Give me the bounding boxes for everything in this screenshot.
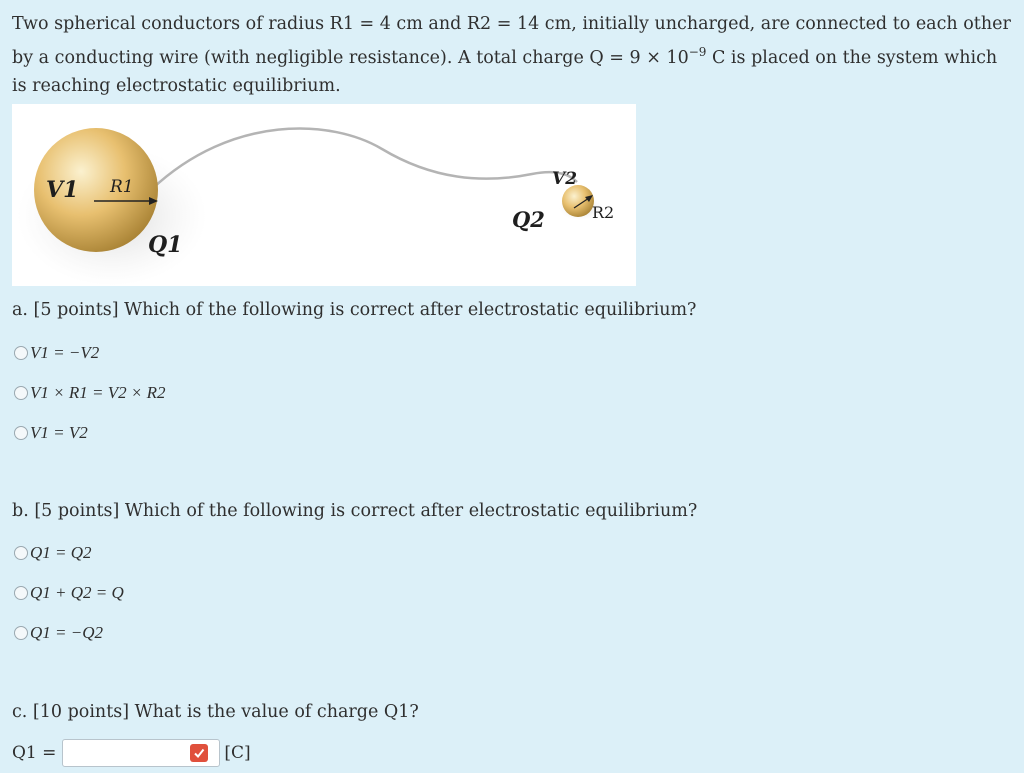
part-c-question: c. [10 points] What is the value of charge Q1? [12, 702, 419, 722]
check-mark-icon [193, 747, 205, 759]
part-b-option-1-text: Q1 = Q2 [30, 543, 92, 562]
part-b-option-3-text: Q1 = −Q2 [30, 623, 103, 642]
label-v1: V1 [46, 177, 79, 203]
problem-statement [12, 10, 1012, 100]
conducting-wire [152, 128, 577, 189]
part-b-option-2[interactable] [14, 581, 124, 605]
conductors-figure [12, 104, 636, 286]
problem-text-part2: C is placed on the system which is reaching electrostatic equilibrium. [12, 47, 998, 96]
label-q2: Q2 [512, 207, 545, 232]
answer-row [12, 737, 251, 769]
part-b-question: b. [5 points] Which of the following is correct after electrostatic equilibrium? [12, 501, 698, 521]
part-b-option-3[interactable] [14, 621, 103, 645]
problem-exponent: −9 [688, 45, 707, 59]
label-r2: R2 [592, 203, 615, 222]
label-r1: R1 [110, 177, 134, 197]
part-a-option-2[interactable] [14, 381, 165, 405]
part-a-question: a. [5 points] Which of the following is correct after electrostatic equilibrium? [12, 300, 697, 320]
part-b-option-1[interactable] [14, 541, 92, 565]
radio-icon[interactable] [14, 346, 28, 360]
part-a-option-3[interactable] [14, 421, 88, 445]
label-q1: Q1 [148, 232, 183, 258]
conductors-diagram [12, 104, 636, 286]
radio-icon[interactable] [14, 626, 28, 640]
part-b-option-2-text: Q1 + Q2 = Q [30, 583, 124, 602]
part-a-option-3-text: V1 = V2 [30, 423, 88, 442]
part-a-option-2-text: V1 × R1 = V2 × R2 [30, 383, 166, 402]
radio-icon[interactable] [14, 386, 28, 400]
check-icon[interactable] [190, 744, 208, 762]
part-a-option-1[interactable] [14, 341, 99, 365]
label-v2: V2 [552, 169, 578, 189]
problem-text-part1: Two spherical conductors of radius R1 = 4 cm and R2 = 14 cm, initially uncharged, are connected to each other by a conducting wire (with negligible resistance). A total charge Q = 9 × 10 [12, 14, 1011, 68]
radio-icon[interactable] [14, 546, 28, 560]
part-a-option-1-text: V1 = −V2 [30, 343, 100, 362]
radio-icon[interactable] [14, 426, 28, 440]
answer-label: Q1 = [12, 743, 57, 763]
radio-icon[interactable] [14, 586, 28, 600]
answer-units: [C] [224, 743, 251, 763]
